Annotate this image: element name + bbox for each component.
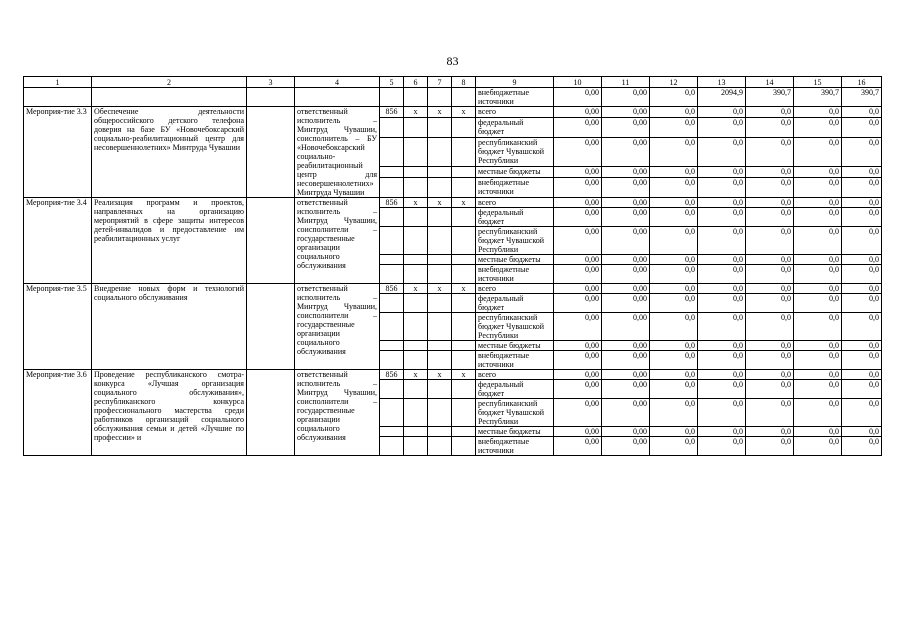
funding-source: всего [476,107,554,118]
amount-cell: 0,0 [794,351,842,370]
empty-cell [428,255,452,265]
amount-cell: 0,0 [842,255,882,265]
amount-cell: 0,0 [698,351,746,370]
empty-cell [380,208,404,227]
empty-cell [428,427,452,437]
amount-cell: 0,0 [842,117,882,137]
amount-cell: 0,00 [554,177,602,197]
amount-cell: 0,0 [842,227,882,255]
amount-cell: 0,00 [602,427,650,437]
empty-cell [404,341,428,351]
empty-cell [428,294,452,313]
amount-cell: 0,0 [794,437,842,456]
amount-cell: 2094,9 [698,88,746,107]
amount-cell: 0,00 [554,380,602,399]
amount-cell: 0,0 [650,177,698,197]
amount-cell: 0,0 [746,351,794,370]
amount-cell: 0,0 [650,370,698,380]
event-code: Мероприя-тие 3.4 [24,198,92,284]
empty-cell [380,255,404,265]
amount-cell: 0,00 [602,351,650,370]
amount-cell: 0,0 [698,380,746,399]
amount-cell: 0,0 [746,437,794,456]
amount-cell: 0,00 [602,177,650,197]
empty-cell [428,399,452,427]
amount-cell: 0,00 [554,399,602,427]
amount-cell: 0,0 [794,380,842,399]
empty-cell [428,437,452,456]
event-col3 [247,107,295,198]
amount-cell: 0,0 [746,294,794,313]
empty-cell [380,177,404,197]
funding-source: всего [476,284,554,294]
x-mark: x [428,370,452,380]
amount-cell: 0,0 [746,427,794,437]
empty-cell [380,137,404,167]
funding-source: федеральный бюджет [476,380,554,399]
empty-cell [452,227,476,255]
empty-cell [404,227,428,255]
event-code: Мероприя-тие 3.3 [24,107,92,198]
table-row [24,107,882,118]
amount-cell: 390,7 [794,88,842,107]
empty-cell [452,88,476,107]
empty-cell [452,137,476,167]
amount-cell: 0,0 [794,227,842,255]
empty-cell [452,294,476,313]
amount-cell: 0,0 [698,227,746,255]
funding-source: республиканский бюджет Чувашской Республики [476,399,554,427]
empty-cell [380,313,404,341]
amount-cell: 0,00 [602,399,650,427]
empty-cell [380,88,404,107]
empty-cell [452,265,476,284]
column-number: 2 [92,77,247,88]
event-col3 [247,370,295,456]
amount-cell: 0,0 [842,167,882,178]
amount-cell: 0,0 [698,208,746,227]
amount-cell: 0,0 [794,370,842,380]
amount-cell: 0,00 [602,265,650,284]
amount-cell: 0,00 [554,88,602,107]
amount-cell: 0,0 [842,313,882,341]
amount-cell: 0,00 [602,167,650,178]
x-mark: x [428,284,452,294]
amount-cell: 0,0 [842,380,882,399]
funding-source: внебюджетные источники [476,351,554,370]
amount-cell: 0,00 [554,265,602,284]
event-col3 [247,284,295,370]
amount-cell: 0,0 [698,107,746,118]
funding-source: местные бюджеты [476,427,554,437]
empty-cell [295,88,380,107]
column-number: 12 [650,77,698,88]
amount-cell: 0,0 [842,370,882,380]
empty-cell [380,427,404,437]
event-name: Проведение республиканского смотра-конкурса «Лучшая организация социального обслуживания», республиканского конкурса профессионального мастерства среди работников организаций социального обслуживания семьи и детей «Лучшие по профессии» и [92,370,247,456]
event-code: Мероприя-тие 3.5 [24,284,92,370]
page-number: 83 [446,54,459,68]
amount-cell: 0,0 [746,380,794,399]
amount-cell: 0,0 [650,380,698,399]
carry-row [24,88,882,107]
empty-cell [380,341,404,351]
amount-cell: 0,0 [794,117,842,137]
amount-cell: 0,00 [602,117,650,137]
amount-cell: 0,00 [602,341,650,351]
empty-cell [380,167,404,178]
amount-cell: 0,0 [842,437,882,456]
empty-cell [247,88,295,107]
column-number: 6 [404,77,428,88]
empty-cell [404,380,428,399]
empty-cell [428,313,452,341]
amount-cell: 0,0 [794,208,842,227]
empty-cell [428,208,452,227]
amount-cell: 0,00 [554,255,602,265]
x-mark: x [404,107,428,118]
table-row [24,198,882,208]
amount-cell: 0,00 [602,370,650,380]
amount-cell: 0,0 [650,351,698,370]
empty-cell [428,88,452,107]
funding-source: местные бюджеты [476,255,554,265]
amount-cell: 0,0 [698,198,746,208]
column-number: 7 [428,77,452,88]
empty-cell [428,351,452,370]
amount-cell: 0,0 [746,107,794,118]
empty-cell [380,437,404,456]
grbs-code: 856 [380,107,404,118]
empty-cell [428,117,452,137]
column-number: 5 [380,77,404,88]
funding-source: внебюджетные источники [476,88,554,107]
amount-cell: 0,0 [650,167,698,178]
event-name: Обеспечение деятельности общероссийского детского телефона доверия на базе БУ «Новочебоксарский социально-реабилитационный центр для несовершеннолетних» Минтруда Чувашии [92,107,247,198]
amount-cell: 0,00 [554,427,602,437]
funding-source: федеральный бюджет [476,294,554,313]
amount-cell: 0,0 [650,284,698,294]
amount-cell: 0,0 [698,117,746,137]
event-executor: ответственный исполнитель – Минтруд Чувашии, соисполнители – государственные организации социального обслуживания [295,198,380,284]
amount-cell: 0,00 [554,351,602,370]
column-number: 14 [746,77,794,88]
amount-cell: 0,0 [650,117,698,137]
x-mark: x [452,107,476,118]
empty-cell [452,177,476,197]
empty-cell [404,167,428,178]
amount-cell: 0,0 [698,265,746,284]
empty-cell [452,427,476,437]
amount-cell: 0,00 [554,107,602,118]
amount-cell: 0,0 [794,137,842,167]
amount-cell: 0,0 [794,399,842,427]
amount-cell: 0,0 [842,107,882,118]
amount-cell: 0,00 [602,137,650,167]
empty-cell [404,137,428,167]
amount-cell: 0,0 [746,137,794,167]
amount-cell: 0,0 [698,294,746,313]
empty-cell [404,265,428,284]
amount-cell: 0,0 [842,265,882,284]
amount-cell: 0,0 [698,370,746,380]
amount-cell: 0,00 [602,208,650,227]
amount-cell: 0,0 [698,399,746,427]
amount-cell: 0,0 [794,294,842,313]
funding-source: всего [476,370,554,380]
amount-cell: 0,0 [794,341,842,351]
amount-cell: 0,0 [698,427,746,437]
x-mark: x [428,107,452,118]
amount-cell: 0,00 [554,284,602,294]
funding-source: всего [476,198,554,208]
amount-cell: 0,00 [554,167,602,178]
x-mark: x [452,284,476,294]
column-number: 11 [602,77,650,88]
amount-cell: 0,0 [650,137,698,167]
column-number: 3 [247,77,295,88]
amount-cell: 0,0 [650,227,698,255]
event-col3 [247,198,295,284]
event-code: Мероприя-тие 3.6 [24,370,92,456]
empty-cell [404,399,428,427]
empty-cell [452,313,476,341]
x-mark: x [404,370,428,380]
column-number: 15 [794,77,842,88]
amount-cell: 0,0 [842,341,882,351]
amount-cell: 0,0 [698,284,746,294]
empty-cell [452,167,476,178]
empty-cell [380,294,404,313]
amount-cell: 0,0 [842,198,882,208]
amount-cell: 0,0 [842,208,882,227]
empty-cell [428,265,452,284]
amount-cell: 0,0 [746,177,794,197]
empty-cell [452,380,476,399]
empty-cell [380,265,404,284]
event-executor: ответственный исполнитель – Минтруд Чувашии, соисполнители – государственные организации социального обслуживания [295,370,380,456]
event-executor: ответственный исполнитель – Минтруд Чувашии, соисполнители – государственные организации социального обслуживания [295,284,380,370]
empty-cell [404,427,428,437]
empty-cell [404,117,428,137]
grbs-code: 856 [380,370,404,380]
amount-cell: 0,0 [650,437,698,456]
empty-cell [452,255,476,265]
amount-cell: 0,0 [746,167,794,178]
amount-cell: 0,0 [698,137,746,167]
amount-cell: 0,00 [602,437,650,456]
amount-cell: 0,0 [650,265,698,284]
amount-cell: 0,0 [794,107,842,118]
amount-cell: 0,00 [554,137,602,167]
amount-cell: 0,00 [602,284,650,294]
empty-cell [428,227,452,255]
column-number: 1 [24,77,92,88]
event-executor: ответственный исполнитель – Минтруд Чувашии, соисполнитель – БУ «Новочебоксарский социально-реабилитационный центр для несовершеннолетних» Минтруда Чувашии [295,107,380,198]
empty-cell [404,351,428,370]
empty-cell [428,341,452,351]
amount-cell: 0,0 [842,427,882,437]
amount-cell: 0,00 [602,198,650,208]
empty-cell [404,294,428,313]
funding-table [23,76,882,456]
amount-cell: 0,00 [554,437,602,456]
x-mark: x [404,284,428,294]
empty-cell [452,351,476,370]
amount-cell: 0,0 [746,208,794,227]
amount-cell: 0,0 [842,137,882,167]
amount-cell: 0,0 [746,117,794,137]
amount-cell: 0,00 [602,294,650,313]
amount-cell: 0,0 [794,177,842,197]
amount-cell: 0,0 [746,227,794,255]
amount-cell: 0,00 [554,208,602,227]
x-mark: x [452,198,476,208]
amount-cell: 0,0 [842,284,882,294]
amount-cell: 0,0 [842,399,882,427]
empty-cell [428,167,452,178]
amount-cell: 0,0 [746,399,794,427]
empty-cell [404,177,428,197]
column-number: 13 [698,77,746,88]
empty-cell [24,88,92,107]
funding-source: республиканский бюджет Чувашской Республики [476,137,554,167]
x-mark: x [404,198,428,208]
funding-source: внебюджетные источники [476,265,554,284]
amount-cell: 0,0 [794,265,842,284]
funding-source: внебюджетные источники [476,177,554,197]
empty-cell [452,208,476,227]
empty-cell [92,88,247,107]
amount-cell: 0,00 [602,88,650,107]
empty-cell [380,117,404,137]
table-row [24,370,882,380]
column-number: 8 [452,77,476,88]
event-name: Реализация программ и проектов, направленных на организацию мероприятий в сфере защиты интересов детей-инвалидов и предоставление им реабилитационных услуг [92,198,247,284]
empty-cell [428,137,452,167]
amount-cell: 0,0 [698,341,746,351]
amount-cell: 0,00 [554,370,602,380]
funding-source: местные бюджеты [476,341,554,351]
column-number: 16 [842,77,882,88]
amount-cell: 0,0 [746,255,794,265]
amount-cell: 390,7 [746,88,794,107]
empty-cell [380,351,404,370]
funding-source: федеральный бюджет [476,208,554,227]
amount-cell: 0,0 [794,198,842,208]
event-name: Внедрение новых форм и технологий социального обслуживания [92,284,247,370]
funding-source: внебюджетные источники [476,437,554,456]
column-number: 4 [295,77,380,88]
empty-cell [380,227,404,255]
funding-source: республиканский бюджет Чувашской Республики [476,227,554,255]
amount-cell: 0,0 [794,427,842,437]
empty-cell [452,399,476,427]
amount-cell: 0,0 [746,341,794,351]
amount-cell: 0,00 [602,107,650,118]
amount-cell: 0,00 [602,227,650,255]
amount-cell: 0,0 [650,427,698,437]
empty-cell [428,177,452,197]
amount-cell: 0,00 [554,117,602,137]
empty-cell [452,437,476,456]
column-number: 10 [554,77,602,88]
amount-cell: 0,00 [554,294,602,313]
amount-cell: 0,0 [794,284,842,294]
amount-cell: 0,0 [746,313,794,341]
funding-source: местные бюджеты [476,167,554,178]
amount-cell: 0,0 [650,399,698,427]
amount-cell: 0,00 [602,313,650,341]
funding-source: республиканский бюджет Чувашской Республики [476,313,554,341]
amount-cell: 0,00 [554,341,602,351]
amount-cell: 0,0 [650,313,698,341]
table-row [24,284,882,294]
amount-cell: 0,0 [698,167,746,178]
amount-cell: 0,0 [746,265,794,284]
empty-cell [380,380,404,399]
empty-cell [404,313,428,341]
amount-cell: 0,0 [842,294,882,313]
amount-cell: 0,0 [842,177,882,197]
amount-cell: 0,0 [698,177,746,197]
empty-cell [428,380,452,399]
empty-cell [404,437,428,456]
amount-cell: 0,00 [554,198,602,208]
column-number: 9 [476,77,554,88]
amount-cell: 0,0 [794,255,842,265]
empty-cell [452,117,476,137]
empty-cell [380,399,404,427]
amount-cell: 0,0 [746,370,794,380]
empty-cell [452,341,476,351]
amount-cell: 0,0 [746,198,794,208]
amount-cell: 0,0 [698,313,746,341]
amount-cell: 0,00 [554,313,602,341]
amount-cell: 0,0 [794,167,842,178]
amount-cell: 0,0 [746,284,794,294]
amount-cell: 0,00 [602,380,650,399]
amount-cell: 0,0 [650,208,698,227]
amount-cell: 0,00 [554,227,602,255]
x-mark: x [452,370,476,380]
amount-cell: 390,7 [842,88,882,107]
amount-cell: 0,0 [842,351,882,370]
amount-cell: 0,0 [650,198,698,208]
amount-cell: 0,0 [650,255,698,265]
amount-cell: 0,0 [650,341,698,351]
amount-cell: 0,00 [602,255,650,265]
amount-cell: 0,0 [650,294,698,313]
empty-cell [404,208,428,227]
x-mark: x [428,198,452,208]
header-row [24,77,882,88]
amount-cell: 0,0 [698,255,746,265]
amount-cell: 0,0 [650,107,698,118]
grbs-code: 856 [380,198,404,208]
grbs-code: 856 [380,284,404,294]
funding-source: федеральный бюджет [476,117,554,137]
amount-cell: 0,0 [794,313,842,341]
empty-cell [404,255,428,265]
amount-cell: 0,0 [698,437,746,456]
empty-cell [404,88,428,107]
amount-cell: 0,0 [650,88,698,107]
